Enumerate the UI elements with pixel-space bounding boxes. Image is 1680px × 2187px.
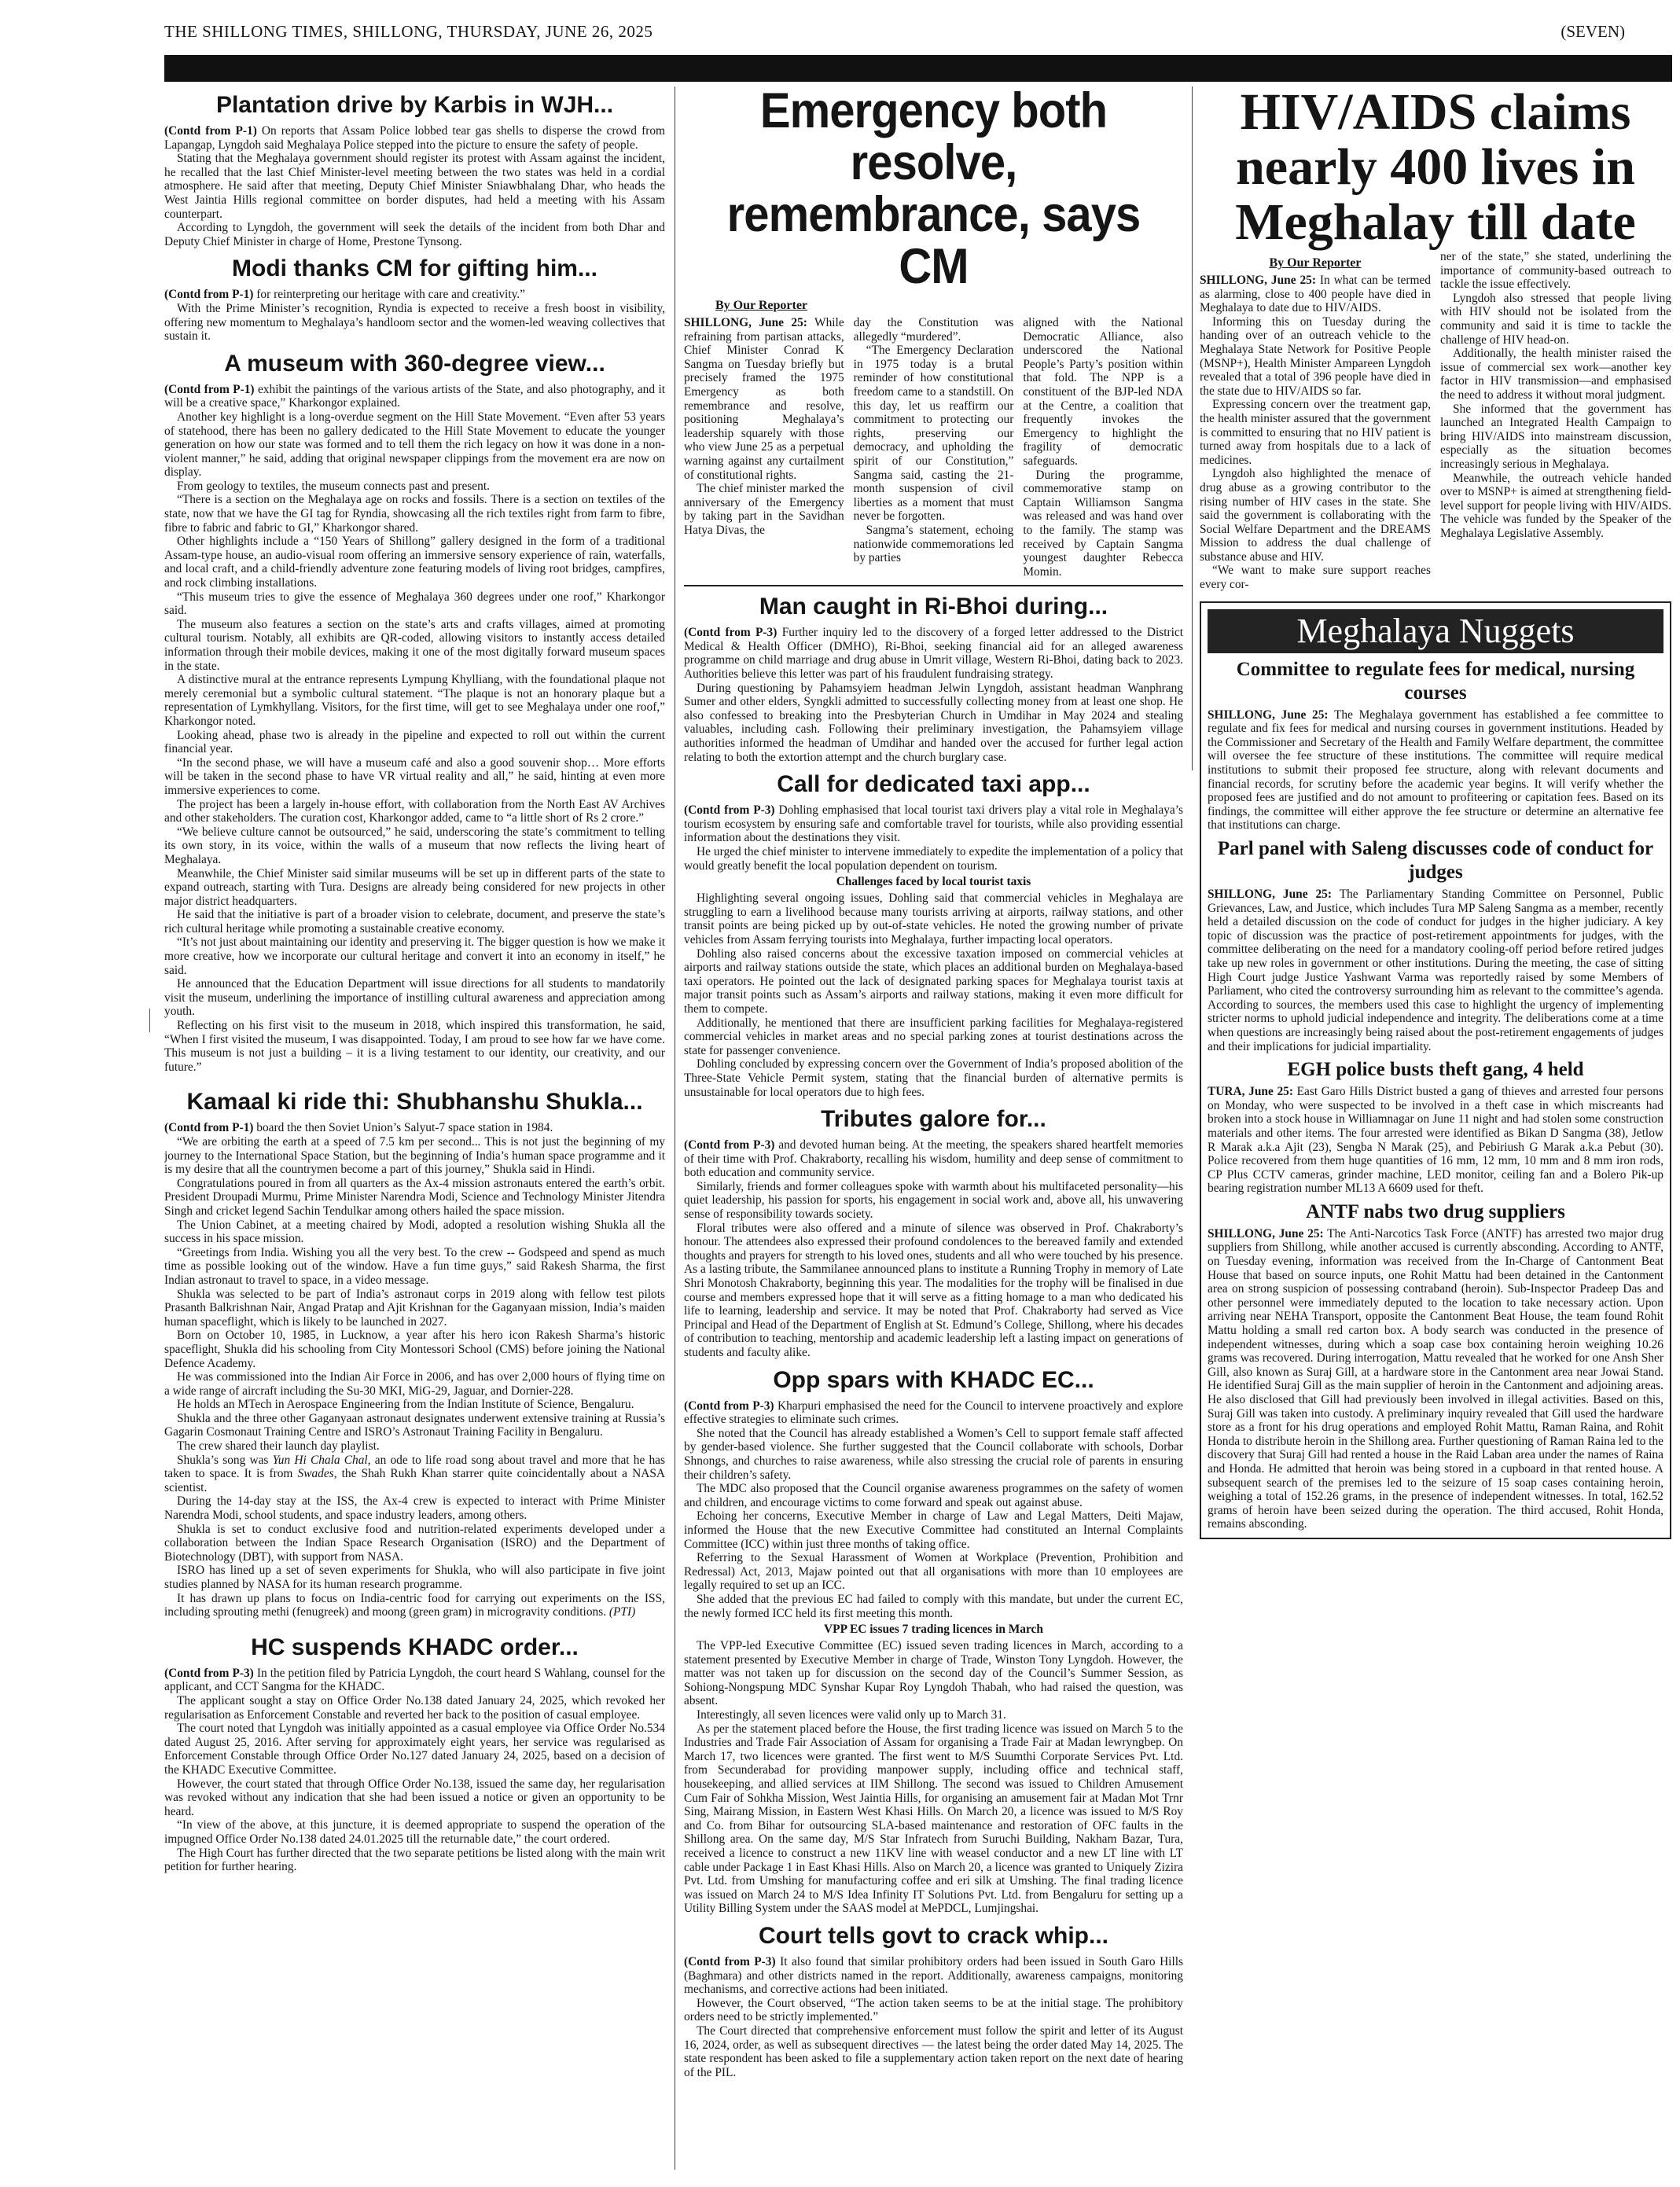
- dateline: SHILLONG, June 25:: [1208, 1226, 1324, 1241]
- paragraph: ner of the state,” she stated, underlining the importance of community-based outreach to tackle the issue effectively.: [1440, 250, 1671, 292]
- contd-label: (Contd from P-3): [164, 1666, 254, 1680]
- dateline: SHILLONG, June 25:: [684, 316, 807, 329]
- paragraph: “There is a section on the Meghalaya age on rocks and fossils. There is a section on textiles of the state, now that we have the GI tag for Ryndia, showcasing all the rich textiles right from farm to fibre, fibre to fabric and fabric to GI,” Kharkongor shared.: [164, 493, 665, 535]
- paragraph: He said that the initiative is part of a broader vision to celebrate, document, and preserve the state’s rich cultural heritage while promoting a sustainable creative economy.: [164, 908, 665, 935]
- headline: EGH police busts theft gang, 4 held: [1287, 1059, 1584, 1081]
- paragraph: board the then Soviet Union’s Salyut-7 space station in 1984.: [256, 1121, 553, 1135]
- article-ri-bhoi: [684, 593, 1183, 764]
- paragraph: Expressing concern over the treatment gap, the health minister assured that the government is committed to ensuring that no HIV patient is turned away from hospitals due to a lack of medicines.: [1200, 398, 1431, 467]
- contd-label: (Contd from P-1): [164, 1121, 254, 1135]
- headline: Committee to regulate fees for medical, nursing courses: [1236, 658, 1635, 704]
- paragraph: Dohling emphasised that local tourist taxi drivers play a vital role in Meghalaya’s tourism ecosystem by ensuring safe and comfortable travel for tourists, while also providing essential information about the destinations they visit.: [684, 803, 1183, 845]
- byline: By Our Reporter: [1269, 256, 1362, 270]
- paragraph: Similarly, friends and former colleagues spoke with warmth about his multifaceted personality—his quiet leadership, his passion for sports, his engagement in social work and, above all, his unwavering sense of responsibility towards society.: [684, 1179, 1183, 1222]
- paragraph: Floral tributes were also offered and a minute of silence was observed in Prof. Chakraborty’s honour. The attendees also expressed their profound condolences to the bereaved family and extended thoughts and prayers for strength to his loved ones, students and all who were touched by his presence. As a lasting tribute, the Sammilanee announced plans to institute a Running Trophy in memory of Late Shri Monotosh Chakraborty, beginning this year. The modalities for the trophy will be finalised in due course and members expressed hope that it will serve as a fitting homage to a man who dedicated his life to learning, leadership and service. It may be noted that Prof. Chakraborty had served as Vice Principal and Head of the Department of English at St. Edmund’s College, Shillong, where his decades of contribution to teaching, mentorship and academic leadership left a lasting impact on generations of students and faculty alike.: [684, 1221, 1183, 1359]
- column-rule: [1192, 86, 1193, 770]
- paragraph: While refraining from partisan attacks, Chief Minister Conrad K Sangma on Tuesday briefly but precisely framed the 1975 Emergency as both remembrance and resolve, positioning Meghalaya’s leadership squarely with those who view June 25 as a perpetual warning against any curtailment of constitutional rights.: [684, 316, 844, 482]
- paragraph: exhibit the paintings of the various artists of the State, and also photography, and it will be a creative space,” Kharkongor explained.: [164, 382, 665, 410]
- paragraph: She added that the previous EC had failed to comply with this mandate, but under the current EC, the newly formed ICC held its first meeting this month.: [684, 1592, 1183, 1620]
- paragraph: The VPP-led Executive Committee (EC) issued seven trading licences in March, according to a statement presented by Executive Member in charge of Trade, Winston Tony Lyngdoh. However, the matter was not taken up for discussion on the second day of the Council’s Summer Session, as Sohiong-Nongspung MDC Synshar Kupar Roy Lyngdoh Thabah, who had raised the question, was absent.: [684, 1639, 1183, 1708]
- nuggets-banner: Meghalaya Nuggets: [1208, 609, 1663, 653]
- paragraph: Interestingly, all seven licences were valid only up to March 31.: [697, 1708, 1006, 1722]
- paragraph: She noted that the Council has already established a Women’s Cell to support female staff affected by gender-based violence. She further suggested that the Council collaborate with schools, Dorbar Shnongs, and churches to raise awareness, while also stressing the crucial role of parents in ensuring their children’s safety.: [684, 1426, 1183, 1482]
- paragraph: He was commissioned into the Indian Air Force in 2006, and has over 2,000 hours of flying time on a wide range of aircraft including the Su-30 MKI, MiG-29, Jaguar, and Dornier-228.: [164, 1370, 665, 1398]
- paragraph: “In the second phase, we will have a museum café and also a good souvenir shop… More efforts will be taken in the second phase to have VR virtual reality and all,” he said, hinting at even more immersive experiences to come.: [164, 755, 665, 797]
- contd-label: (Contd from P-3): [684, 1138, 775, 1152]
- paragraph: Congratulations poured in from all quarters as the Ax-4 mission astronauts entered the earth’s orbit. President Droupadi Murmu, Prime Minister Narendra Modi, Science and Technology Minister Jitendra Singh and cricket legend Sachin Tendulkar among others hailed the space mission.: [164, 1176, 665, 1218]
- paragraph: Shukla’s song was Yun Hi Chala Chal, an ode to life road song about travel and more that he has taken to space. It is from Swades, the Shah Rukh Khan starrer quite coincidentally about a NASA scientist.: [164, 1453, 665, 1494]
- paragraph: and devoted human being. At the meeting, the speakers shared heartfelt memories of their time with Prof. Chakraborty, recalling his wisdom, humility and deep sense of commitment to both education and community service.: [684, 1138, 1183, 1180]
- page-number: (SEVEN): [1561, 22, 1625, 41]
- paragraph: Looking ahead, phase two is already in the pipeline and expected to roll out within the current financial year.: [164, 728, 665, 756]
- subheading: Challenges faced by local tourist taxis: [836, 875, 1031, 889]
- paragraph: He announced that the Education Department will issue directions for all students to mandatorily visit the museum, underlining the importance of instilling cultural awareness and appreciation among youth.: [164, 977, 665, 1019]
- paragraph: As per the statement placed before the House, the first trading licence was issued on March 5 to the Industries and Trade Fair Association of Assam for organising a Trade Fair at Madan lewryngbep. On March 17, two licences were granted. The first went to M/S Suumthi Corporate Services Pvt. Ltd. from Secunderabad for providing manpower supply, including office and technical staff, housekeeping, and allied services at IIM Shillong. The second was issued to Children Amusement Cum Fair of Sohkha Mission, West Jaintia Hills, for organising an amusement fair at Madan Mot Trnr Sing, Mairang Mission, in Eastern West Khasi Hills. On March 20, a licence was issued to M/S Roy and Co. from Bihar for outsourcing SLA-based maintenance and restoration of OFC faults in the Shillong area. On the same day, M/S Star Infratech from Suruchi Building, Nakham Bazar, Tura, received a licence to construct a new 11KV line with weasel conductor and a new LT line with LT cable under Package 1 in East Khasi Hills. Also on March 20, a licence was granted to Uniquely Zizira Pvt. Ltd. from Umshing for manufacturing coffee and eri silk at Umshing. The final trading licence was issued on March 24 to M/S Idea Infinity IT Solutions Pvt. Ltd. from Bengaluru for setting up a Utility Billing System under the SAAS model at MePDCL, Lumjingshai.: [684, 1722, 1183, 1916]
- paragraph: However, the court stated that through Office Order No.138, issued the same day, her regularisation was revoked without any indication that she had been issued a notice or given an opportunity to be heard.: [164, 1777, 665, 1818]
- paragraph: Lyngdoh also highlighted the menace of drug abuse as a growing contributor to the rising number of HIV cases in the state. She said the government is collaborating with the Social Welfare Department and the DREAMS Mission to address the dual challenge of substance abuse and HIV.: [1200, 467, 1431, 564]
- dateline: SHILLONG, June 25:: [1200, 274, 1316, 287]
- headline: Modi thanks CM for gifting him...: [232, 255, 597, 282]
- headline: Tributes galore for...: [821, 1106, 1046, 1133]
- paragraph: She informed that the government has launched an Integrated Health Campaign to bring HIV/AIDS into mainstream discussion, especially as the situation becomes increasingly serious in Meghalaya.: [1440, 402, 1671, 471]
- paragraph: Informing this on Tuesday during the handing over of an outreach vehicle to the Meghalaya State Network for Positive People (MSNP+), Health Minister Ampareen Lyngdoh revealed that a total of 396 people have died in the state due to HIV/AIDS so far.: [1200, 314, 1431, 398]
- paragraph: day the Constitution was allegedly “murdered”.: [853, 316, 1014, 344]
- paragraph: “Greetings from India. Wishing you all the very best. To the crew -- Godspeed and spend as much time as possible looking out of the window. Have a fun time guys,” said Rakesh Sharma, the first Indian astronaut to travel to space, in a video message.: [164, 1245, 665, 1287]
- headline: Parl panel with Saleng discusses code of conduct for judges: [1217, 838, 1654, 883]
- paragraph: Shukla was selected to be part of India’s astronaut corps in 2019 along with fellow test pilots Prasanth Balkrishnan Nair, Angad Pratap and Ajit Krishnan for the Gaganyaan mission, India’s maiden human spaceflight, which is likely to be launched in 2027.: [164, 1287, 665, 1329]
- paragraph: On reports that Assam Police lobbed tear gas shells to disperse the crowd from Lapangap, Lyngdoh said Meghalaya Police stepped into the picture to ensure the safety of people.: [164, 124, 665, 152]
- right-column: [1200, 85, 1671, 2176]
- contd-label: (Contd from P-3): [684, 1399, 774, 1413]
- lead-headline: HIV/AIDS claims nearly 400 lives in Meghalay till date: [1235, 85, 1636, 251]
- dateline: TURA, June 25:: [1208, 1085, 1293, 1099]
- paragraph: He urged the chief minister to intervene immediately to expedite the implementation of a policy that would greatly benefit the local population dependent on tourism.: [684, 845, 1183, 873]
- paragraph: Shukla and the three other Gaganyaan astronaut designates underwent extensive training at Russia’s Gagarin Cosmonaut Training Centre and ISRO’s Astronaut Training Facility in Bengaluru.: [164, 1411, 665, 1439]
- headline: Plantation drive by Karbis in WJH...: [215, 92, 614, 118]
- article-museum: [164, 350, 665, 1075]
- paragraph: The court noted that Lyngdoh was initially appointed as a casual employee via Office Order No.534 dated August 25, 2016. After serving for approximately eight years, her service was regularised as Enforcement Constable through Office Order No.127 dated January 24, 2025, based on a decision of the KHADC Executive Committee.: [164, 1722, 665, 1777]
- article-hc-khadc: [164, 1634, 665, 1874]
- paragraph: “This museum tries to give the essence of Meghalaya 360 degrees under one roof,” Kharkongor said.: [164, 590, 665, 618]
- article-opp-khadc: [684, 1366, 1183, 1916]
- margin-mark: [149, 1009, 160, 1032]
- divider: [684, 585, 1183, 586]
- paragraph: The Court directed that comprehensive enforcement must follow the spirit and letter of its August 16, 2024, order, as well as subsequent directives — the latest being the order dated May 14, 2025. The state respondent has been asked to file a supplementary action taken report on the next date of hearing of the PIL.: [684, 2023, 1183, 2079]
- paragraph: Born on October 10, 1985, in Lucknow, a year after his hero icon Rakesh Sharma’s historic spaceflight, Shukla did his schooling from City Montessori School (CMS) before joining the National Defence Academy.: [164, 1329, 665, 1370]
- dateline: SHILLONG, June 25:: [1208, 708, 1329, 722]
- paragraph: Kharpuri emphasised the need for the Council to intervene proactively and explore effective strategies to eliminate such crimes.: [684, 1399, 1183, 1427]
- paragraph: The project has been a largely in-house effort, with collaboration from the North East AV Archives and other stakeholders. The curation cost, Kharkongor added, came to “a little short of Rs 2 crore.”: [164, 797, 665, 825]
- headline: ANTF nabs two drug suppliers: [1306, 1200, 1565, 1222]
- paragraph: “We believe culture cannot be outsourced,” he said, underscoring the state’s commitment to telling its own story, in its voice, within the walls of a museum that now reflects the living heart of Meghalaya.: [164, 825, 665, 866]
- paragraph: “The Emergency Declaration in 1975 today is a brutal reminder of how constitutional freedom came to a standstill. On this day, let us reaffirm our commitment to protecting our rights, preserving our democracy, and upholding the spirit of our Constitution,” Sangma said, casting the 21-month suspension of civil liberties as a moment that must never be forgotten.: [853, 344, 1014, 524]
- headline: Call for dedicated taxi app...: [777, 771, 1090, 798]
- paragraph: Shukla is set to conduct exclusive food and nutrition-related experiments developed under a collaboration between the Indian Space Research Organisation (ISRO) and the Department of Biotechnology (DBT), with support from NASA.: [164, 1522, 665, 1564]
- article-tributes: [684, 1105, 1183, 1360]
- lead-story-emergency: [684, 85, 1183, 579]
- headline: Opp spars with KHADC EC...: [773, 1366, 1094, 1393]
- headline: Man caught in Ri-Bhoi during...: [759, 594, 1108, 620]
- paragraph: During the 14-day stay at the ISS, the Ax-4 crew is expected to interact with Prime Minister Narendra Modi, school students, and space industry leaders, among others.: [164, 1494, 665, 1523]
- article-hiv: [1200, 85, 1671, 592]
- headline: Court tells govt to crack whip...: [758, 1922, 1109, 1949]
- paragraph: Echoing her concerns, Executive Member in charge of Law and Legal Matters, Deiti Majaw, informed the House that the new Executive Committee had constituted an Internal Complaints Committee (ICC) within just three months of taking office.: [684, 1509, 1183, 1551]
- paragraph: It also found that similar prohibitory orders had been issued in South Garo Hills (Baghmara) and other districts named in the report. Additionally, awareness campaigns, monitoring mechanisms, and corrective actions had been initiated.: [684, 1954, 1183, 1997]
- contd-label: (Contd from P-3): [684, 803, 775, 818]
- paragraph: for reinterpreting our heritage with care and creativity.”: [256, 288, 525, 302]
- article-court-whip: [684, 1922, 1183, 2079]
- headline: A museum with 360-degree view...: [224, 350, 605, 377]
- paragraph: Another key highlight is a long-overdue segment on the Hill State Movement. “Even after 53 years of statehood, there has been no gallery dedicated to the Hill State Movement to educate the younger generation on how our state was formed and to tell them the rich legacy on how it was done in a non-violent manner,” he said, adding that original newspaper clippings from the movement era are now on display.: [164, 410, 665, 480]
- paragraph: It has drawn up plans to focus on India-centric food for carrying out experiments on the ISS, including sprouting methi (fenugreek) and moong (green gram) in microgravity conditions. (PTI): [164, 1591, 665, 1619]
- paragraph: With the Prime Minister’s recognition, Ryndia is expected to receive a fresh boost in visibility, offering new momentum to Meghalaya’s handloom sector and the women-led weaving collectives that sustain it.: [164, 301, 665, 344]
- paragraph: However, the Court observed, “The action taken seems to be at the initial stage. The prohibitory orders need to be strictly implemented.”: [684, 1996, 1183, 2024]
- contd-label: (Contd from P-1): [164, 124, 257, 138]
- header-band: [164, 55, 1672, 82]
- paragraph: Reflecting on his first visit to the museum in 2018, which inspired this transformation, he said, “When I first visited the museum, I was disappointed. Today, I am proud to see how far we have come. This museum is not just a building – it is a living testament to our identity, our creativity, and our future.”: [164, 1019, 665, 1074]
- article-plantation: [164, 91, 665, 248]
- meghalaya-nuggets-box: [1200, 601, 1671, 1539]
- paragraph: The museum also features a section on the state’s arts and crafts villages, aimed at promoting cultural tourism. Notably, all exhibits are QR-coded, allowing visitors to instantly access detailed information through their mobile devices, making it one of the most digitally forward museum spaces in the state.: [164, 617, 665, 673]
- paragraph: “It’s not just about maintaining our identity and preserving it. The bigger question is how we make it more creative, how we incorporate our cultural heritage and convert it into an economy in itself,” he said.: [164, 935, 665, 977]
- paragraph: The crew shared their launch day playlist.: [177, 1439, 380, 1454]
- paragraph: Referring to the Sexual Harassment of Women at Workplace (Prevention, Prohibition and Redressal) Act, 2013, Majaw pointed out that all organisations with more than 10 employees are legally required to set up an ICC.: [684, 1551, 1183, 1593]
- byline: By Our Reporter: [715, 299, 808, 312]
- paragraph: ISRO has lined up a set of seven experiments for Shukla, who will also participate in five joint studies planned by NASA for its human research programme.: [164, 1564, 665, 1591]
- article-shukla: [164, 1088, 665, 1619]
- paragraph: The MDC also proposed that the Council organise awareness programmes on the safety of women and children, and encourage victims to come forward and speak out against abuse.: [684, 1482, 1183, 1509]
- contd-label: (Contd from P-3): [684, 626, 778, 640]
- paragraph: “We want to make sure support reaches every cor-: [1200, 564, 1431, 592]
- paragraph: Sangma’s statement, echoing nationwide commemorations led by parties: [853, 523, 1014, 565]
- paragraph: “We are orbiting the earth at a speed of 7.5 km per second... This is not just the beginning of my journey to the International Space Station, but the beginning of India’s human space programme and it is my desire that all the countrymen become a part of this journey,” Shukla said in Hindi.: [164, 1135, 665, 1177]
- contd-label: (Contd from P-1): [164, 382, 255, 396]
- paragraph: From geology to textiles, the museum connects past and present.: [177, 479, 490, 493]
- contd-label: (Contd from P-3): [684, 1954, 776, 1968]
- paragraph: Dohling also raised concerns about the excessive taxation imposed on commercial vehicles at airports and railway stations outside the state, which places an additional burden on Meghalaya-based taxi operators. He pointed out the lack of designated parking spaces for Meghalaya tourist taxis at major transit points such as Assam’s airports and railway stations, making it even more difficult for them to compete.: [684, 946, 1183, 1016]
- article-modi: [164, 255, 665, 343]
- paragraph: Additionally, he mentioned that there are insufficient parking facilities for Meghalaya-registered commercial vehicles in market areas and no special parking zones at tourist destinations across the state for passenger convenience.: [684, 1016, 1183, 1057]
- left-column: [164, 85, 665, 2176]
- article-taxi-app: [684, 770, 1183, 1099]
- paragraph: During the programme, commemorative stamp on Captain Williamson Sangma was released and was hand over to the family. The stamp was received by Captain Sangma youngest daughter Rebecca Momin.: [1023, 468, 1183, 579]
- paragraph: The chief minister marked the anniversary of the Emergency by taking part in the Savidhan Hatya Divas, the: [684, 482, 844, 537]
- paragraph: Further inquiry led to the discovery of a forged letter addressed to the District Medical & Health Officer (DMHO), Ri-Bhoi, seeking financial aid for an alleged awareness programme on child marriage and drug abuse in Umrit village, Western Ri-Bhoi, dating back to 2023. Authorities believe this letter was part of his fraudulent fundraising strategy.: [684, 626, 1183, 682]
- paragraph: Stating that the Meghalaya government should register its protest with Assam against the incident, he recalled that the last Chief Minister-level meeting between the two states was held in a cordial atmosphere. He said after that meeting, Deputy Chief Minister Sniawbhalang Dhar, who heads the West Jaintia Hills regional committee on border disputes, had held a meeting with his Assam counterpart.: [164, 152, 665, 221]
- paragraph: The Union Cabinet, at a meeting chaired by Modi, adopted a resolution wishing Shukla all the success in his space mission.: [164, 1218, 665, 1246]
- dateline: SHILLONG, June 25:: [1208, 888, 1333, 901]
- paragraph: Other highlights include a “150 Years of Shillong” gallery designed in the form of a traditional Assam-type house, an audio-visual room offering an immersive sensory experience of rain, waterfalls, and local craft, and a child-friendly adventure zone featuring models of living root bridges, campfires, and rock climbing installations.: [164, 535, 665, 590]
- paragraph: The applicant sought a stay on Office Order No.138 dated January 24, 2025, which revoked her regularisation as Enforcement Constable and reverted her back to the position of casual employee.: [164, 1693, 665, 1722]
- paragraph: Highlighting several ongoing issues, Dohling said that commercial vehicles in Meghalaya are struggling to earn a livelihood because many tourists arriving at airports, railway stations, and other transit points are being picked up by out-of-state vehicles. He noted the growing number of private vehicles from Assam ferrying tourists into Meghalaya, further impacting local operators.: [684, 891, 1183, 946]
- paragraph: In the petition filed by Patricia Lyngdoh, the court heard S Wahlang, counsel for the applicant, and CCT Sangma for the KHADC.: [164, 1666, 665, 1694]
- paragraph: “In view of the above, at this juncture, it is deemed appropriate to suspend the operation of the impugned Office Order No.138 dated 24.01.2025 till the returnable date,” the court ordered.: [164, 1818, 665, 1846]
- paragraph: The Anti-Narcotics Task Force (ANTF) has arrested two major drug suppliers from Shillong, while another accused is currently absconding. According to ANTF, on Tuesday evening, information was received from the In-Charge of Cantonment Beat House that based on source inputs, one Rohit Mattu had been detained in the Cantonment area on strong suspicion of possessing contraband (heroin). Sub-Inspector Pradeep Das and other personnel were immediately deputed to the location to take necessary action. Upon arriving near NEHA Transport, opposite the Cantonment Beat House, the team found Rohit Mattu holding a small red carton box. A body search was conducted in the presence of independent witnesses, during which a soap case box containing heroin weighing 10.26 grams was recovered. During interrogation, Mattu revealed that he worked for one Ansh Sher Gill, also known as Suraj Gill, at a hardware store in the Cantonment area near Jowai Stand. He identified Suraj Gill as the main supplier of heroin in the Cantonment and adjoining areas. He also disclosed that Gill had previously been involved in illegal activities. Based on this, Suraj Gill was taken into custody. A preliminary inquiry revealed that Gill used the hardware store as a front for his drug operations and employed Rohit Mattu, Raman Raina, and Rohit Honda to distribute heroin in the Shillong area. Further questioning of Raman Raina led to the discovery that Suraj Gill had rented a house in the Raid Laban area under the names of Raina and Honda. He admitted that heroin was being stored in a cupboard in that rented house. A subsequent search of the premises led to the seizure of 15 soap cases containing heroin, weighing a total of 152.26 grams, in the presence of independent witnesses. In total, 162.52 grams of heroin have been seized during the operation. The third accused, Rohit Honda, remains absconding.: [1208, 1226, 1663, 1531]
- subheading: VPP EC issues 7 trading licences in March: [824, 1623, 1043, 1637]
- middle-column: [684, 85, 1183, 2176]
- paragraph: He holds an MTech in Aerospace Engineering from the Indian Institute of Science, Bengaluru.: [177, 1398, 634, 1412]
- headline: HC suspends KHADC order...: [251, 1634, 579, 1660]
- running-head: THE SHILLONG TIMES, SHILLONG, THURSDAY, JUNE 26, 2025: [164, 22, 653, 41]
- contd-label: (Contd from P-1): [164, 288, 254, 302]
- paragraph: Meanwhile, the outreach vehicle handed over to MSNP+ is aimed at strengthening field-level support for people living with HIV/AIDS. The vehicle was funded by the Speaker of the Meghalaya Legislative Assembly.: [1440, 471, 1671, 540]
- paragraph: Lyngdoh also stressed that people living with HIV should not be isolated from the community and said it is time to tackle the challenge of HIV head-on.: [1440, 291, 1671, 347]
- paragraph: The High Court has further directed that the two separate petitions be listed along with the main writ petition for further hearing.: [164, 1846, 665, 1874]
- paragraph: East Garo Hills District busted a gang of thieves and arrested four persons on Monday, who were suspected to be involved in a theft case in which miscreants had broken into a stock house in Williamnagar on June 11 night and had stolen some construction materials and other items. The four arrested were identified as Bikan D Sangma (38), Jetlow R Marak a.k.a Ajit (23), Sengba N Marak (25), and Pebiriush G Marak a.k.a Pebut (30). Police recovered from them huge quantities of 16 mm, 12 mm, 10 mm and 8 mm iron rods, CP Plus CCTV cameras, grinder machine, LED monitor, ceiling fan and a Bolero Pik-up bearing registration number ML13 A 6609 used for theft.: [1208, 1085, 1663, 1196]
- paragraph: A distinctive mural at the entrance represents Lympung Khylliang, with the foundational plaque not merely ceremonial but a symbolic cultural statement. “The plaque is not an honorary plaque but a representation of Lymkhyllang. Visitors, for the first time, will get to see Meghalaya under one roof,” Kharkongor noted.: [164, 673, 665, 728]
- paragraph: Meanwhile, the Chief Minister said similar museums will be set up in different parts of the state to expand outreach, starting with Tura. Designs are already being considered for new projects in other major district headquarters.: [164, 866, 665, 908]
- paragraph: The Parliamentary Standing Committee on Personnel, Public Grievances, Law, and Justice, which includes Tura MP Saleng Sangma as a member, recently held a detailed discussion on the code of conduct for judges in the higher judiciary. A key topic of discussion was the practice of post-retirement appointments for judges, with the committee deliberating on the need for a mandatory cooling-off period before retired judges take up new roles in government or other institutions. During the meeting, the case of sitting High Court judge Justice Yashwant Varma was reportedly raised by some Members of Parliament, who cited the controversy surrounding him as relevant to the committee’s agenda. According to sources, the members used this case to highlight the urgency of implementing stricter norms to uphold judicial independence and integrity. The deliberations come at a time when questions are increasingly being raised about the post-retirement engagements of judges and their implications for judicial impartiality.: [1208, 888, 1663, 1053]
- paragraph: The Meghalaya government has established a fee committee to regulate and fix fees for medical and nursing courses in government institutions. Headed by the Commissioner and Secretary of the Health and Family Welfare department, the committee will oversee the fee structure of these institutions. The committee will require medical institutions to submit their proposed fee structure, along with relevant documents and financial records, for scrutiny before the academic year begins. It will verify whether the proposed fees are justified and do not amount to profiteering or capitation fees. Based on its findings, the committee will either approve the fee structure or determine an alternative fee that institutions can charge.: [1208, 708, 1663, 833]
- paragraph: In what can be termed as alarming, close to 400 people have died in Meghalaya to date due to HIV/AIDS.: [1200, 274, 1431, 315]
- lead-headline: Emergency both resolve, remembrance, says CM: [726, 85, 1141, 294]
- paragraph: Additionally, the health minister raised the issue of commercial sex work—another key factor in HIV transmission—and emphasised the need to address it without moral judgment.: [1440, 347, 1671, 402]
- paragraph: aligned with the National Democratic Alliance, also underscored the National People’s Party’s position within that fold. The NPP is a constituent of the BJP-led NDA at the Centre, a coalition that frequently invokes the Emergency to highlight the fragility of democratic safeguards.: [1023, 316, 1183, 468]
- headline: Kamaal ki ride thi: Shubhanshu Shukla...: [186, 1089, 643, 1116]
- paragraph: During questioning by Pahamsyiem headman Jelwin Lyngdoh, assistant headman Wanphrang Sumer and other elders, Syngkli admitted to successfully collecting money from at least one shop. He also confessed to breaking into the Presbyterian Church in Umdihar in May 2024 and stealing valuables, including cash. Following their preliminary investigation, the Pahamsyiem village authorities informed the headman of Umdihar and handed over the accused for further legal action relating to both the extortion attempt and the church burglary case.: [684, 681, 1183, 764]
- paragraph: Dohling concluded by expressing concern over the Government of India’s proposed abolition of the Three-State Vehicle Permit system, stating that the financial burden of alternative permits is unsustainable for local operators due to high fees.: [684, 1057, 1183, 1099]
- paragraph: According to Lyngdoh, the government will seek the details of the incident from both Dhar and Deputy Chief Minister in charge of Home, Prestone Tynsong.: [164, 221, 665, 248]
